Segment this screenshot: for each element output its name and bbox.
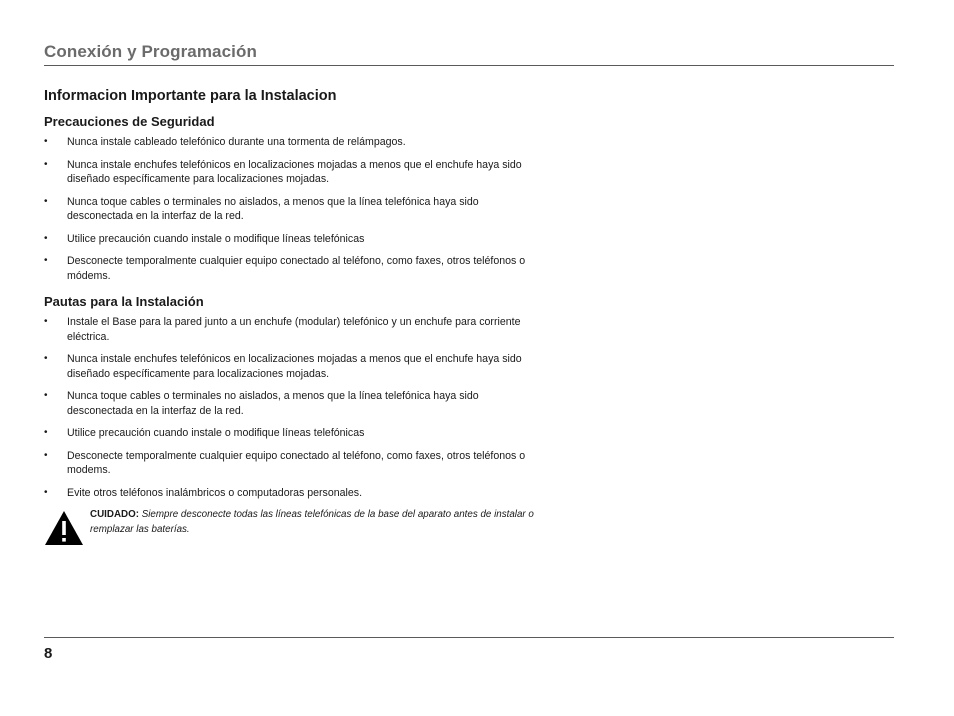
- page-footer: [44, 637, 894, 663]
- list-item: • Instale el Base para la pared junto a un enchufe (modular) telefónico y un enchufe para corriente eléctrica.: [44, 315, 544, 344]
- caution-body: Siempre desconecte todas las líneas telefónicas de la base del aparato antes de instalar o remplazar las baterías.: [90, 509, 534, 535]
- list-item: • Nunca instale cableado telefónico durante una tormenta de relámpagos.: [44, 135, 544, 150]
- page-number: 8: [44, 645, 53, 662]
- list-item: • Desconecte temporalmente cualquier equipo conectado al teléfono, como faxes, otros teléfonos o módems.: [44, 254, 544, 283]
- list-item: • Nunca instale enchufes telefónicos en localizaciones mojadas a menos que el enchufe haya sido diseñado específicamente para localizaciones mojadas.: [44, 158, 544, 187]
- installation-guidelines-list: [44, 315, 544, 500]
- list-item: • Utilice precaución cuando instale o modifique líneas telefónicas: [44, 232, 544, 247]
- list-item: • Desconecte temporalmente cualquier equipo conectado al teléfono, como faxes, otros teléfonos o modems.: [44, 449, 544, 478]
- safety-precautions-title: Precauciones de Seguridad: [44, 114, 215, 129]
- caution-notice: [44, 508, 544, 548]
- caution-text: [90, 508, 540, 537]
- list-item: • Utilice precaución cuando instale o modifique líneas telefónicas: [44, 426, 544, 441]
- page-header: [44, 42, 894, 66]
- page-title: Conexión y Programación: [44, 42, 257, 61]
- warning-triangle-icon: [44, 510, 84, 546]
- installation-guidelines-title: Pautas para la Instalación: [44, 294, 204, 309]
- main-content: [44, 88, 544, 548]
- section-title: Informacion Importante para la Instalacion: [44, 88, 337, 104]
- safety-precautions-list: [44, 135, 544, 283]
- list-item: • Nunca toque cables o terminales no aislados, a menos que la línea telefónica haya sido desconectada en la interfaz de la red.: [44, 195, 544, 224]
- list-item: • Nunca instale enchufes telefónicos en localizaciones mojadas a menos que el enchufe haya sido diseñado específicamente para localizaciones mojadas.: [44, 352, 544, 381]
- list-item: • Nunca toque cables o terminales no aislados, a menos que la línea telefónica haya sido desconectada en la interfaz de la red.: [44, 389, 544, 418]
- list-item: • Evite otros teléfonos inalámbricos o computadoras personales.: [44, 486, 544, 501]
- caution-label: CUIDADO:: [90, 509, 139, 520]
